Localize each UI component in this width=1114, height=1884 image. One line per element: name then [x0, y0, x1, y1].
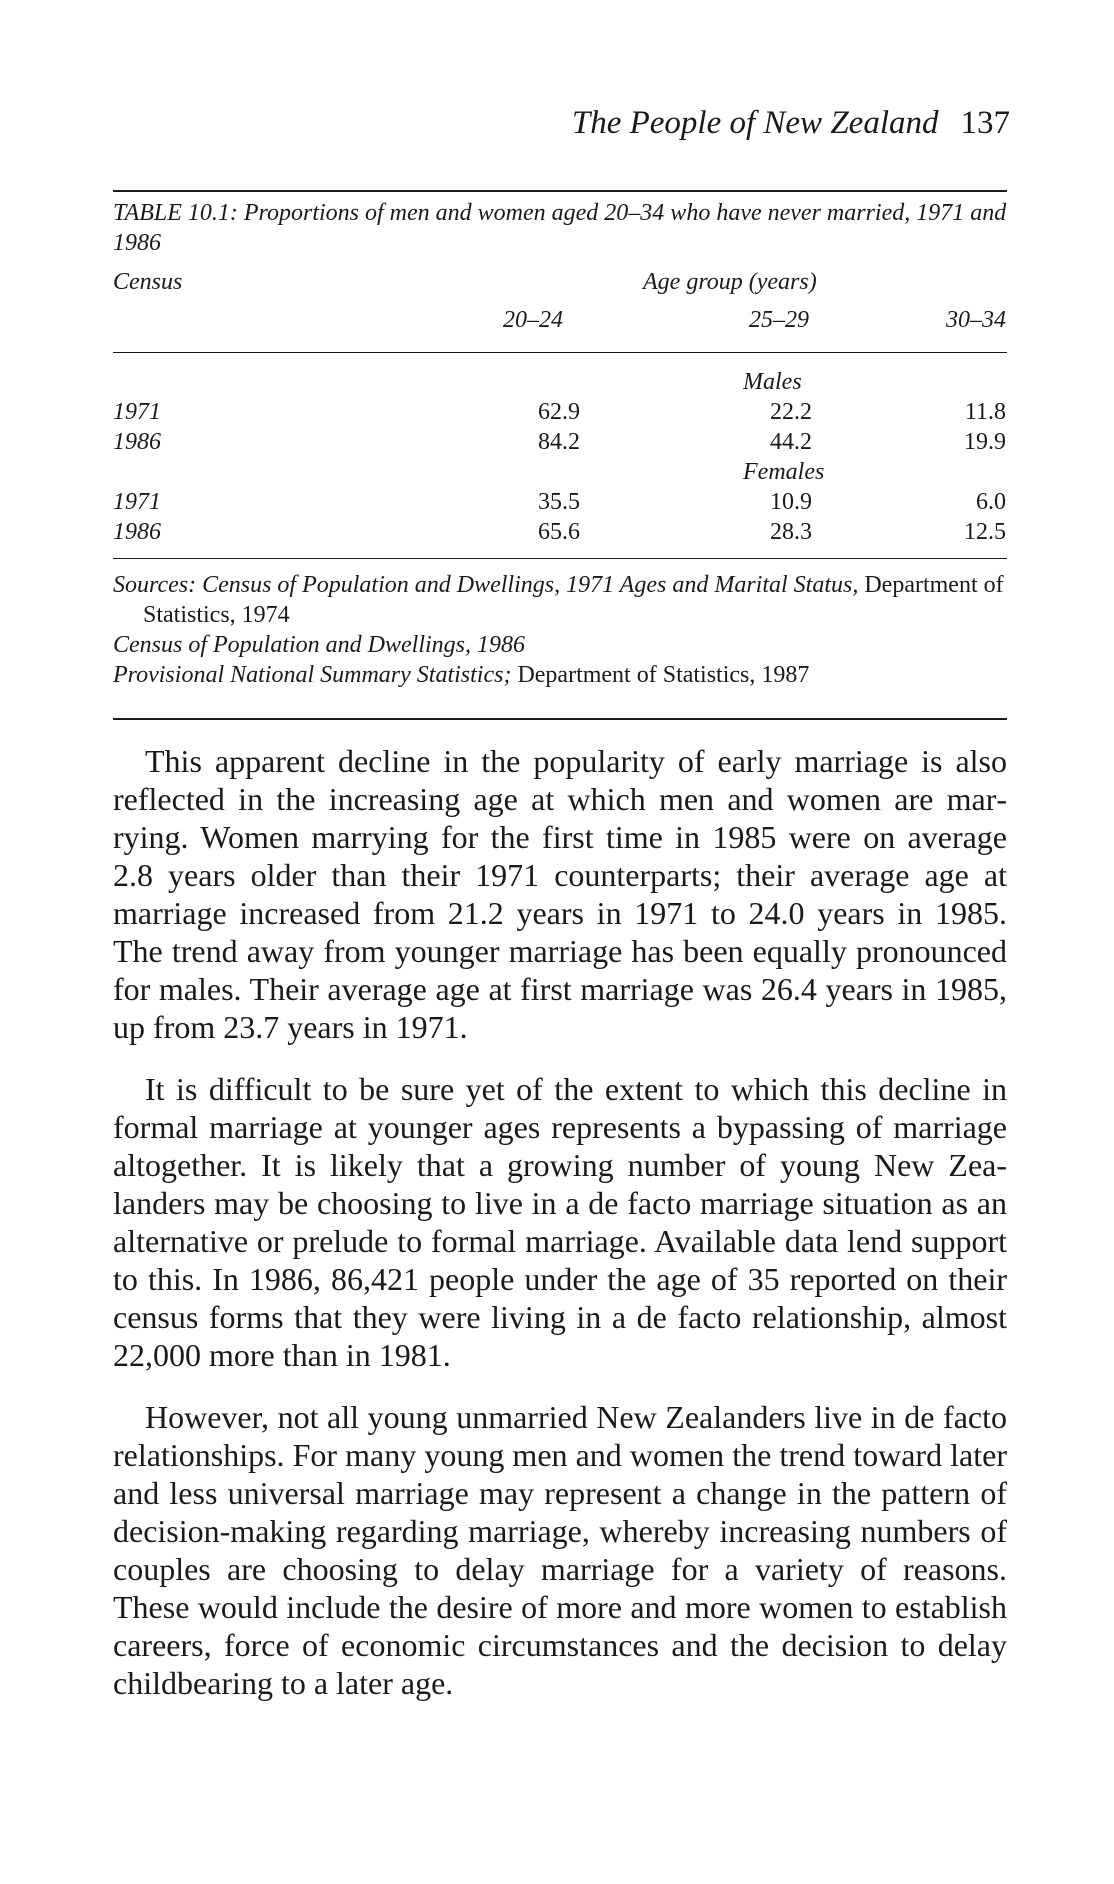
table-top-rule	[113, 190, 1007, 192]
row-year: 1986	[113, 429, 161, 455]
section-label-males: Males	[743, 369, 802, 395]
table-cell: 84.2	[538, 429, 580, 455]
sources-publisher-4: Department of Statistics, 1987	[517, 662, 810, 688]
body-text	[113, 742, 1007, 1726]
sources-citation-1: Census of Population and Dwellings, 1971 Ages and Marital Status,	[202, 572, 859, 598]
sources-publisher-1: Department of	[864, 572, 1004, 598]
table-cell: 12.5	[964, 519, 1006, 545]
section-label-females: Females	[743, 459, 825, 485]
sources-label: Sources:	[113, 572, 197, 598]
table-cell: 10.9	[770, 489, 812, 515]
table-sources	[113, 570, 1013, 690]
table-cell: 22.2	[770, 399, 812, 425]
sources-citation-4: Provisional National Summary Statistics;	[113, 662, 512, 688]
table-bottom-rule	[113, 558, 1007, 559]
paragraph: This apparent decline in the popularity of early marriage is also reflected in the increasing age at which men and women are marrying. Women marrying for the first time in 1985 were on average 2.8 years older than their 1971 counterparts; their average age at marriage increased from 21.2 years in 1971 to 24.0 years in 1985. The trend away from younger marriage has been equally pronounced for males. Their average age at first marriage was 26.4 years in 1985, up from 23.7 years in 1971.	[113, 743, 1007, 1045]
row-year: 1971	[113, 489, 161, 515]
row-year: 1971	[113, 399, 161, 425]
census-column-label: Census	[113, 269, 183, 295]
table-cell: 35.5	[538, 489, 580, 515]
table-cell: 11.8	[964, 399, 1006, 425]
paragraph: It is difficult to be sure yet of the extent to which this decline in formal marriage at younger ages represents a bypassing of marriage altogether. It is likely that a growing number of young New Zealanders may be choosing to live in a de facto marriage situation as an alternative or prelude to formal marriage. Available data lend support to this. In 1986, 86,421 people under the age of 35 reported on their census forms that they were living in a de facto relationship, almost 22,000 more than in 1981.	[113, 1071, 1007, 1373]
sources-line-3: Census of Population and Dwellings, 1986	[113, 632, 526, 658]
sources-line-1	[113, 570, 1013, 600]
column-header-30-34: 30–34	[946, 307, 1006, 333]
table-cell: 62.9	[538, 399, 580, 425]
sources-line-2: Statistics, 1974	[143, 602, 290, 628]
age-group-label: Age group (years)	[643, 269, 817, 295]
row-year: 1986	[113, 519, 161, 545]
sources-line-4	[113, 660, 1013, 690]
column-header-20-24: 20–24	[503, 307, 563, 333]
table-end-rule	[113, 718, 1007, 720]
table-cell: 6.0	[976, 489, 1006, 515]
paragraph: However, not all young unmarried New Zealanders live in de facto relationships. For many young men and women the trend toward later and less universal marriage may represent a change in the pattern of decision-making regarding marriage, whereby increasing numbers of couples are choosing to delay marriage for a variety of reasons. These would include the desire of more and more women to establish careers, force of economic circumstances and the decision to delay childbearing to a later age.	[113, 1399, 1007, 1701]
table-cell: 28.3	[770, 519, 812, 545]
running-header-title: The People of New Zealand	[571, 105, 939, 141]
table-header-rule	[113, 352, 1007, 353]
running-header	[560, 105, 1010, 142]
table-caption: TABLE 10.1: Proportions of men and women aged 20–34 who have never married, 1971 and 1986	[113, 200, 1007, 256]
column-header-25-29: 25–29	[749, 307, 809, 333]
page-number: 137	[960, 105, 1010, 141]
table-cell: 19.9	[964, 429, 1006, 455]
table-cell: 65.6	[538, 519, 580, 545]
table-cell: 44.2	[770, 429, 812, 455]
